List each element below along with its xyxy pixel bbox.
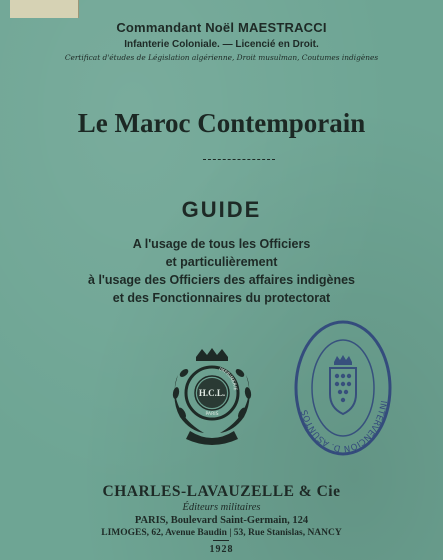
stamp-text: INTERVENCIÓN D. ASUNTOS: [299, 399, 389, 454]
publisher-paris-address: PARIS, Boulevard Saint-Germain, 124: [134, 515, 309, 526]
publisher-other-addresses: LIMOGES, 62, Avenue Baudin | 53, Rue Stanislas, NANCY: [101, 528, 342, 538]
library-stamp-icon: [290, 318, 396, 458]
publisher-emblem-icon: [168, 347, 256, 445]
emblem-monogram: H.C.L.: [198, 388, 226, 398]
guide-line-4: et des Fonctionnaires du protectorat: [112, 291, 331, 305]
publication-year: 1928: [209, 544, 234, 555]
publisher-subtitle: Éditeurs militaires: [182, 502, 261, 513]
guide-line-2: et particulièrement: [165, 255, 278, 269]
emblem-city: PARIS: [205, 412, 219, 417]
title-divider: [203, 159, 275, 160]
author-certificate: Certificat d'études de Législation algérienne, Droit musulman, Coutumes indigènes: [64, 53, 379, 62]
author-subtitle: Infanterie Coloniale. — Licencié en Droit.: [124, 39, 319, 50]
publisher-name: CHARLES-LAVAUZELLE & Cie: [102, 483, 341, 500]
guide-line-3: à l'usage des Officiers des affaires indigènes: [88, 273, 355, 287]
emblem-ring-text: IMPRIMERIE: [218, 367, 238, 391]
author-name: Commandant Noël MAESTRACCI: [116, 20, 327, 35]
year-divider: [213, 540, 229, 541]
paper-tab: [10, 0, 79, 18]
book-title: Le Maroc Contemporain: [77, 108, 366, 138]
guide-line-1: A l'usage de tous les Officiers: [132, 237, 311, 251]
guide-heading: GUIDE: [181, 197, 262, 222]
